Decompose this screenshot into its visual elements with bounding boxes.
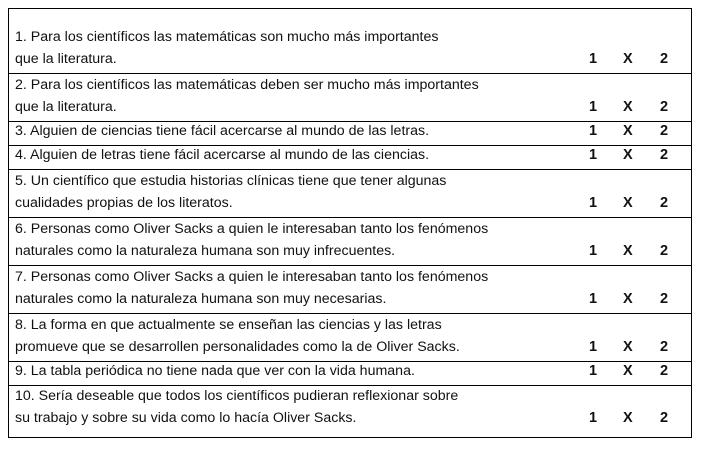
option-2[interactable]: 2 xyxy=(660,410,669,426)
option-x[interactable]: X xyxy=(623,123,633,139)
statement-line: 4. Alguien de letras tiene fácil acercarse al mundo de las ciencias. xyxy=(15,147,430,163)
statement-line: naturales como la naturaleza humana son muy infrecuentes. xyxy=(15,243,396,259)
option-1[interactable]: 1 xyxy=(589,243,598,259)
option-2[interactable]: 2 xyxy=(660,363,669,379)
option-2[interactable]: 2 xyxy=(660,195,669,211)
table-row xyxy=(9,217,691,265)
answer-options xyxy=(569,146,691,169)
statement-line: 8. La forma en que actualmente se enseñan las ciencias y las letras xyxy=(15,317,442,333)
answer-options xyxy=(569,122,691,145)
option-x[interactable]: X xyxy=(623,243,633,259)
option-2[interactable]: 2 xyxy=(660,123,669,139)
answer-options xyxy=(569,170,691,217)
answer-options xyxy=(569,266,691,313)
option-x[interactable]: X xyxy=(623,291,633,307)
answer-options xyxy=(569,362,691,385)
answer-options xyxy=(569,218,691,265)
statement-text xyxy=(9,314,569,361)
option-2[interactable]: 2 xyxy=(660,339,669,355)
table-row xyxy=(9,145,691,169)
option-x[interactable]: X xyxy=(623,363,633,379)
option-x[interactable]: X xyxy=(623,339,633,355)
answer-options xyxy=(569,314,691,361)
option-1[interactable]: 1 xyxy=(589,363,598,379)
option-2[interactable]: 2 xyxy=(660,99,669,115)
option-1[interactable]: 1 xyxy=(589,99,598,115)
option-1[interactable]: 1 xyxy=(589,410,598,426)
statement-line: 1. Para los científicos las matemáticas son mucho más importantes xyxy=(15,29,439,45)
table-row xyxy=(9,169,691,217)
option-1[interactable]: 1 xyxy=(589,195,598,211)
answer-options xyxy=(569,9,691,73)
statement-line: 5. Un científico que estudia historias clínicas tiene que tener algunas xyxy=(15,173,447,189)
option-1[interactable]: 1 xyxy=(589,51,598,67)
statement-line: que la literatura. xyxy=(15,51,117,67)
statement-text xyxy=(9,122,569,145)
statement-text xyxy=(9,74,569,121)
statement-text xyxy=(9,266,569,313)
option-2[interactable]: 2 xyxy=(660,243,669,259)
option-x[interactable]: X xyxy=(623,410,633,426)
option-1[interactable]: 1 xyxy=(589,291,598,307)
statement-line: promueve que se desarrollen personalidades como la de Oliver Sacks. xyxy=(15,339,460,355)
option-x[interactable]: X xyxy=(623,99,633,115)
table-row xyxy=(9,265,691,313)
option-1[interactable]: 1 xyxy=(589,147,598,163)
statement-text xyxy=(9,146,569,169)
statement-line: 3. Alguien de ciencias tiene fácil acercarse al mundo de las letras. xyxy=(15,123,430,139)
statement-line: cualidades propias de los literatos. xyxy=(15,195,233,211)
table-row xyxy=(9,385,691,437)
statement-line: 10. Sería deseable que todos los científicos pudieran reflexionar sobre xyxy=(15,388,459,404)
option-x[interactable]: X xyxy=(623,195,633,211)
statement-line: que la literatura. xyxy=(15,99,117,115)
table-row xyxy=(9,361,691,385)
option-2[interactable]: 2 xyxy=(660,291,669,307)
table-row xyxy=(9,121,691,145)
survey-table xyxy=(8,8,692,438)
table-row xyxy=(9,73,691,121)
statement-text xyxy=(9,362,569,385)
table-row xyxy=(9,9,691,73)
answer-options xyxy=(569,386,691,437)
statement-line: naturales como la naturaleza humana son muy necesarias. xyxy=(15,291,387,307)
statement-line: 9. La tabla periódica no tiene nada que ver con la vida humana. xyxy=(15,363,415,379)
statement-text xyxy=(9,170,569,217)
statement-line: 6. Personas como Oliver Sacks a quien le interesaban tanto los fenómenos xyxy=(15,221,489,237)
option-1[interactable]: 1 xyxy=(589,123,598,139)
statement-line: 2. Para los científicos las matemáticas deben ser mucho más importantes xyxy=(15,77,479,93)
option-2[interactable]: 2 xyxy=(660,147,669,163)
option-1[interactable]: 1 xyxy=(589,339,598,355)
option-2[interactable]: 2 xyxy=(660,51,669,67)
option-x[interactable]: X xyxy=(623,51,633,67)
statement-text xyxy=(9,386,569,437)
statement-line: su trabajo y sobre su vida como lo hacía Oliver Sacks. xyxy=(15,410,357,426)
answer-options xyxy=(569,74,691,121)
option-x[interactable]: X xyxy=(623,147,633,163)
statement-line: 7. Personas como Oliver Sacks a quien le interesaban tanto los fenómenos xyxy=(15,269,489,285)
statement-text xyxy=(9,218,569,265)
table-row xyxy=(9,313,691,361)
statement-text xyxy=(9,9,569,73)
